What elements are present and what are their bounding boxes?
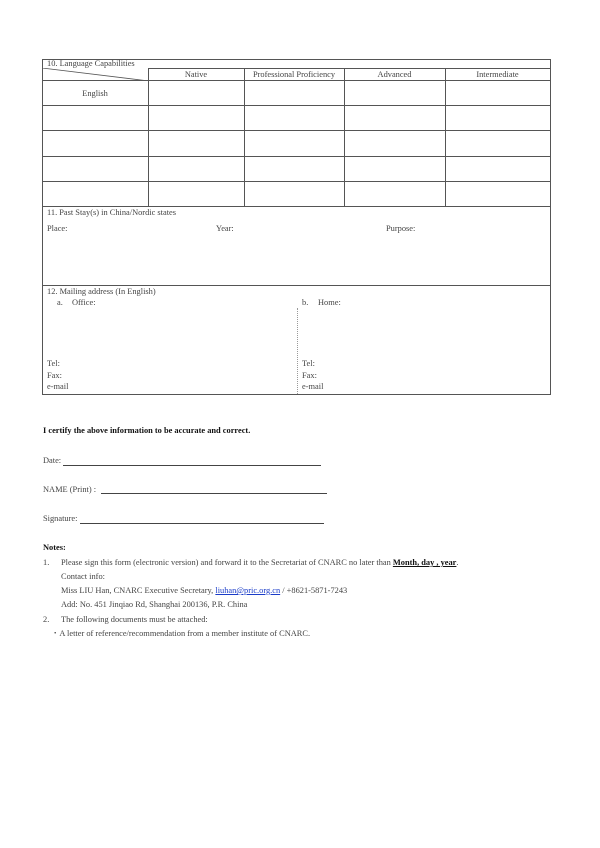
contact-name: Miss LIU Han, CNARC Executive Secretary, [61, 586, 216, 595]
row-divider [42, 105, 551, 106]
column-divider [244, 68, 245, 206]
note-number: 2. [43, 615, 50, 624]
column-header-professional: Professional Proficiency [252, 70, 336, 79]
contact-email-link[interactable]: liuhan@pric.org.cn [215, 586, 281, 595]
section-heading: 12. Mailing address (In English) [47, 287, 156, 296]
signature-label: Signature: [43, 514, 78, 523]
signature-field[interactable] [80, 523, 324, 524]
row-divider [42, 181, 551, 182]
column-header-advanced: Advanced [377, 70, 412, 79]
note-number: 1. [43, 558, 50, 567]
column-header-intermediate: Intermediate [476, 70, 519, 79]
purpose-label: Purpose: [386, 224, 416, 233]
form-border-bottom [42, 394, 551, 395]
certify-statement: I certify the above information to be accurate and correct. [43, 426, 251, 435]
row-divider [42, 130, 551, 131]
home-label: Home: [318, 298, 341, 307]
contact-phone: / +8621-5871-7243 [280, 586, 348, 595]
form-border-right [550, 59, 551, 395]
office-fax-label: Fax: [47, 371, 62, 380]
section-heading: 11. Past Stay(s) in China/Nordic states [47, 208, 177, 217]
header-diagonal [42, 68, 149, 81]
language-row-english: English [82, 89, 108, 98]
year-label: Year: [216, 224, 234, 233]
address-column-divider [297, 308, 298, 394]
name-print-label: NAME (Print) : [43, 485, 97, 494]
notes-heading: Notes: [43, 543, 66, 552]
deadline-text: Month, day , year [392, 558, 457, 567]
form-border-left [42, 59, 43, 395]
home-tel-label: Tel: [302, 359, 315, 368]
contact-address: Add: No. 451 Jinqiao Rd, Shanghai 200136, P.R. China [61, 600, 248, 609]
home-marker: b. [302, 298, 309, 307]
contact-line [61, 586, 347, 596]
column-divider [148, 68, 149, 206]
home-fax-label: Fax: [302, 371, 317, 380]
office-marker: a. [57, 298, 63, 307]
date-label: Date: [43, 456, 62, 465]
office-label: Office: [72, 298, 96, 307]
home-email-label: e-mail [302, 382, 324, 391]
note-item-1-text: Please sign this form (electronic version) and forward it to the Secretariat of CNARC no later than [61, 558, 393, 567]
place-label: Place: [47, 224, 68, 233]
column-divider [445, 68, 446, 206]
section-divider [42, 285, 551, 286]
row-divider [42, 156, 551, 157]
date-field[interactable] [63, 465, 321, 466]
office-tel-label: Tel: [47, 359, 60, 368]
column-header-rule [148, 68, 551, 69]
column-header-native: Native [184, 70, 208, 79]
note-item-2-sub: ・A letter of reference/recommendation from a member institute of CNARC. [51, 629, 311, 638]
table-border-bottom [42, 206, 551, 207]
section-heading: 10. Language Capabilities [47, 59, 135, 68]
note-item-2: The following documents must be attached: [61, 615, 208, 624]
office-email-label: e-mail [47, 382, 69, 391]
column-divider [344, 68, 345, 206]
contact-label: Contact info: [61, 572, 105, 581]
note-item-1-end: . [456, 558, 459, 567]
note-item-1 [61, 558, 459, 568]
name-print-field[interactable] [101, 493, 327, 494]
